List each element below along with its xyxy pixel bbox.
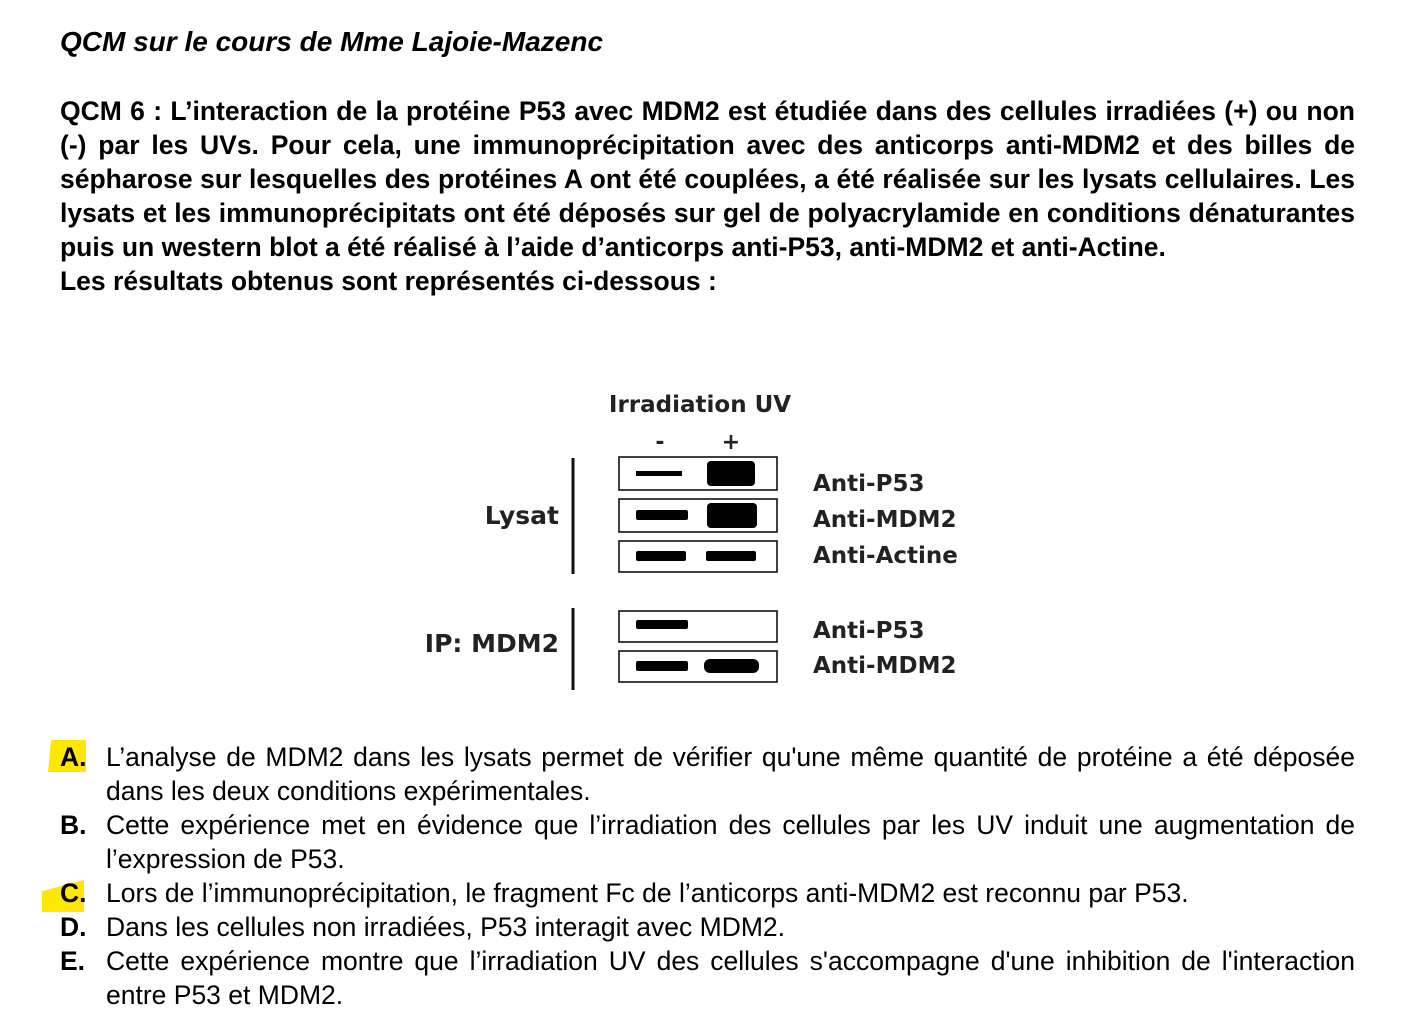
band-lysat-mdm2-minus (636, 510, 688, 520)
question-lead-in: Les résultats obtenus sont représentés ci-dessous : (60, 266, 717, 296)
answer-c[interactable] (60, 876, 1355, 910)
answer-d[interactable] (60, 910, 1355, 944)
answer-letter: A. (60, 742, 87, 772)
blot-ip-mdm2 (619, 651, 777, 682)
answer-letter: D. (60, 912, 87, 942)
band-lysat-actine-plus (706, 551, 756, 561)
lane-label-minus: - (655, 430, 665, 455)
band-ip-mdm2-plus (704, 659, 759, 673)
band-lysat-actine-minus (636, 551, 686, 561)
figure-header: Irradiation UV (608, 392, 792, 418)
question-text: QCM 6 : L’interaction de la protéine P53 avec MDM2 est étudiée dans des cellules irradiées (+) ou non (-) par les UVs. Pour cela, une immunoprécipitation avec des anticorps anti-MDM2 et des billes de sépharose sur lesquelles des protéines A ont été couplées, a été réalisée sur les lysats cellulaires. Les lysats et les immunoprécipitats ont été déposés sur gel de polyacrylamide en conditions dénaturantes puis un western blot a été réalisé à l’aide d’anticorps anti-P53, anti-MDM2 et anti-Actine. (60, 96, 1355, 262)
band-lysat-p53-minus (636, 471, 682, 476)
answer-text: Cette expérience montre que l’irradiation UV des cellules s'accompagne d'une inhibition de l'interaction entre P53 et MDM2. (106, 946, 1355, 1010)
lane-label-plus: + (721, 430, 741, 455)
antibody-label-lysat-actine: Anti-Actine (813, 543, 958, 569)
band-lysat-mdm2-plus (707, 503, 757, 528)
answer-text: L’analyse de MDM2 dans les lysats permet de vérifier qu'une même quantité de protéine a été déposée dans les deux conditions expérimentales. (106, 742, 1355, 806)
blot-lysat-p53 (619, 457, 777, 490)
antibody-label-lysat-mdm2: Anti-MDM2 (813, 507, 957, 533)
answer-text: Dans les cellules non irradiées, P53 interagit avec MDM2. (106, 912, 786, 942)
blot-lysat-actine (619, 541, 777, 572)
band-ip-p53-minus (636, 620, 688, 629)
answer-a[interactable] (60, 740, 1355, 808)
group-label-ip-mdm2: IP: MDM2 (424, 629, 559, 658)
answer-letter: C. (60, 878, 87, 908)
antibody-label-ip-p53: Anti-P53 (813, 618, 925, 644)
group-label-lysat: Lysat (484, 501, 559, 530)
band-lysat-p53-plus (707, 461, 755, 486)
answer-letter: B. (60, 810, 87, 840)
answer-text: Lors de l’immunoprécipitation, le fragment Fc de l’anticorps anti-MDM2 est reconnu par P53. (106, 878, 1189, 908)
band-ip-mdm2-minus (636, 661, 688, 671)
antibody-label-lysat-p53: Anti-P53 (813, 471, 925, 497)
answer-b[interactable] (60, 808, 1355, 876)
answer-letter: E. (60, 946, 86, 976)
antibody-label-ip-mdm2: Anti-MDM2 (813, 653, 957, 679)
blot-lysat-mdm2 (619, 499, 777, 532)
blot-ip-p53 (619, 611, 777, 642)
answer-text: Cette expérience met en évidence que l’irradiation des cellules par les UV induit une augmentation de l’expression de P53. (106, 810, 1355, 874)
page-title: QCM sur le cours de Mme Lajoie-Mazenc (60, 26, 604, 57)
answer-e[interactable] (60, 944, 1355, 1012)
answer-list (60, 740, 1355, 1012)
